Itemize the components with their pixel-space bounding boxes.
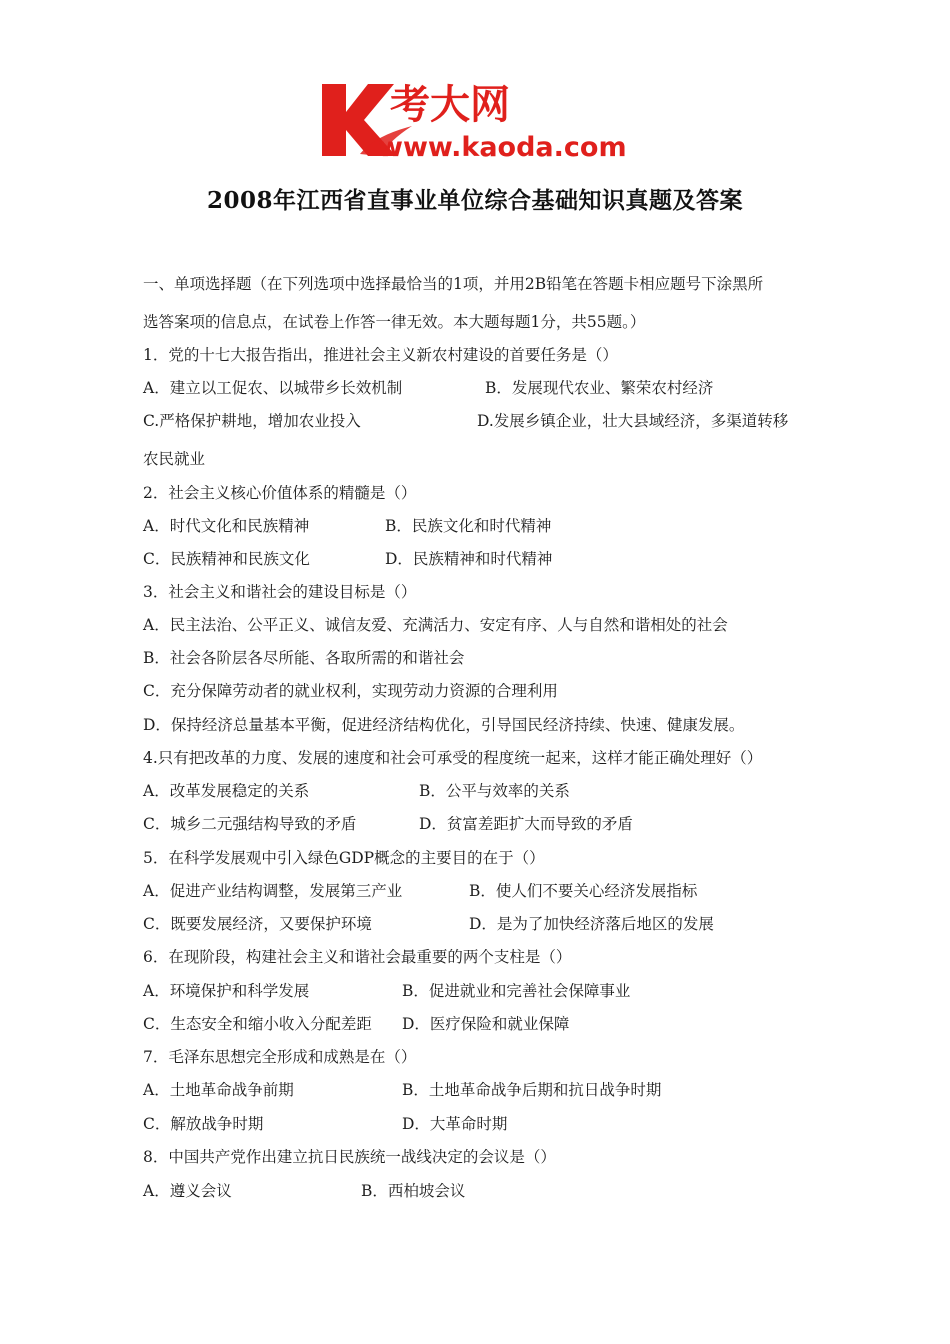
question-5-stem: 5．在科学发展观中引入绿色GDP概念的主要目的在于（） [143, 849, 545, 867]
question-7-option-d: D．大革命时期 [402, 1115, 508, 1133]
kaoda-logo[interactable] [320, 78, 640, 160]
question-1-stem: 1．党的十七大报告指出，推进社会主义新农村建设的首要任务是（） [143, 346, 618, 364]
page-title: 2008年江西省直事业单位综合基础知识真题及答案 [206, 187, 743, 214]
question-2-option-a: A．时代文化和民族精神 [143, 517, 310, 535]
question-2-option-d: D．民族精神和时代精神 [385, 550, 553, 568]
question-6-option-b: B．促进就业和完善社会保障事业 [402, 982, 631, 1000]
question-3-option-c: C．充分保障劳动者的就业权利，实现劳动力资源的合理利用 [143, 682, 558, 700]
section-intro-line1: 一、单项选择题（在下列选项中选择最恰当的1项，并用2B铅笔在答题卡相应题号下涂黑所 [143, 275, 764, 293]
question-1-option-b: B．发展现代农业、繁荣农村经济 [485, 379, 714, 397]
question-5-option-c: C．既要发展经济，又要保护环境 [143, 915, 372, 933]
question-3-option-d: D．保持经济总量基本平衡，促进经济结构优化，引导国民经济持续、快速、健康发展。 [143, 716, 745, 734]
question-7-stem: 7．毛泽东思想完全形成和成熟是在（） [143, 1048, 417, 1066]
question-7-option-b: B．土地革命战争后期和抗日战争时期 [402, 1081, 662, 1099]
question-6-stem: 6．在现阶段，构建社会主义和谐社会最重要的两个支柱是（） [143, 948, 572, 966]
question-8-option-a: A．遵义会议 [143, 1182, 232, 1200]
kaoda-logo-mark [320, 78, 640, 160]
question-6-option-a: A．环境保护和科学发展 [143, 982, 310, 1000]
question-8-stem: 8．中国共产党作出建立抗日民族统一战线决定的会议是（） [143, 1148, 556, 1166]
question-4-option-b: B．公平与效率的关系 [419, 782, 570, 800]
question-4-option-a: A．改革发展稳定的关系 [143, 782, 310, 800]
question-2-option-b: B．民族文化和时代精神 [385, 517, 552, 535]
question-3-stem: 3．社会主义和谐社会的建设目标是（） [143, 583, 417, 601]
question-5-option-d: D．是为了加快经济落后地区的发展 [469, 915, 714, 933]
question-4-option-c: C．城乡二元强结构导致的矛盾 [143, 815, 357, 833]
question-7-option-c: C．解放战争时期 [143, 1115, 264, 1133]
question-4-stem: 4.只有把改革的力度、发展的速度和社会可承受的程度统一起来，这样才能正确处理好（） [143, 749, 763, 767]
question-3-option-a: A．民主法治、公平正义、诚信友爱、充满活力、安定有序、人与自然和谐相处的社会 [143, 616, 728, 634]
question-2-stem: 2．社会主义核心价值体系的精髓是（） [143, 484, 417, 502]
question-2-option-c: C．民族精神和民族文化 [143, 550, 310, 568]
question-3-option-b: B．社会各阶层各尽所能、各取所需的和谐社会 [143, 649, 465, 667]
question-8-option-b: B．西柏坡会议 [361, 1182, 466, 1200]
section-intro-line2: 选答案项的信息点，在试卷上作答一律无效。本大题每题1分，共55题。） [143, 313, 646, 331]
question-6-option-d: D．医疗保险和就业保障 [402, 1015, 570, 1033]
question-1-option-d-continued: 农民就业 [143, 450, 206, 468]
question-7-option-a: A．土地革命战争前期 [143, 1081, 294, 1099]
question-6-option-c: C．生态安全和缩小收入分配差距 [143, 1015, 372, 1033]
question-5-option-a: A．促进产业结构调整，发展第三产业 [143, 882, 403, 900]
question-4-option-d: D．贫富差距扩大而导致的矛盾 [419, 815, 633, 833]
logo-brand-text: 考大网 [390, 82, 510, 128]
question-5-option-b: B．使人们不要关心经济发展指标 [469, 882, 698, 900]
logo-url-text: www.kaoda.com [378, 132, 627, 160]
question-1-option-d: D.发展乡镇企业，壮大县域经济，多渠道转移 [477, 412, 789, 430]
question-1-option-c: C.严格保护耕地，增加农业投入 [143, 412, 361, 430]
question-1-option-a: A．建立以工促农、以城带乡长效机制 [143, 379, 403, 397]
